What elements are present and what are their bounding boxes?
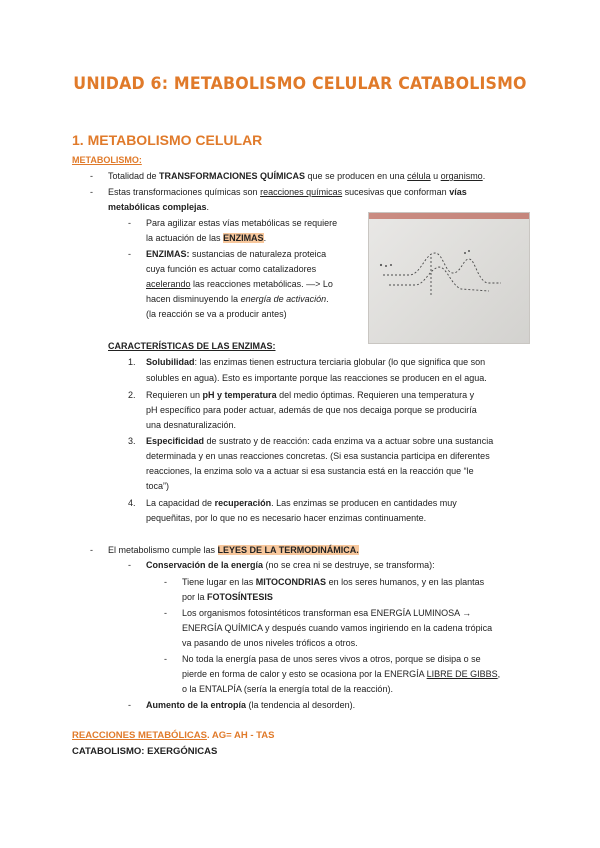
- numbered-item-text: La capacidad de recuperación. Las enzimas se producen en cantidades muy: [146, 498, 457, 508]
- sub-list-item-text: Aumento de la entropía (la tendencia al desorden).: [146, 700, 356, 710]
- sub-list-item-text: Para agilizar estas vías metabólicas se requiere: [146, 218, 338, 228]
- numbered-item-text: Solubilidad: las enzimas tienen estructura terciaria globular (lo que significa que son: [146, 357, 486, 367]
- numbered-item: 1.: [128, 357, 136, 367]
- sub-list-item-text: (la reacción se va a producir antes): [146, 309, 287, 319]
- sub-list-item-text: ENZIMAS: sustancias de naturaleza proteica: [146, 249, 327, 259]
- numbered-item-text: pequeñitas, por lo que no es necesario hacer enzimas continuamente.: [146, 513, 427, 523]
- sub-list-item-text: Conservación de la energía (no se crea ni se destruye, se transforma):: [146, 560, 435, 570]
- list-item: -: [90, 171, 93, 181]
- numbered-item-text: pH específico para poder actuar, además de que nos decaiga porque se produciría: [146, 405, 477, 415]
- list-item: -: [90, 187, 93, 197]
- numbered-item-text: Especificidad de sustrato y de reacción: cada enzima va a actuar sobre una sustancia: [146, 436, 494, 446]
- numbered-item-text: reacciones, la enzima solo va a actuar si esa sustancia está en la reacción que “le: [146, 466, 474, 476]
- sub-sub-list-item-text: ENERGÍA QUÍMICA y después cuando vamos ingiriendo en la cadena trópica: [182, 623, 493, 633]
- sub-sub-list-item-text: pierde en forma de calor y esto se ocasiona por la ENERGÍA LIBRE DE GIBBS,: [182, 669, 501, 679]
- list-item-text: Estas transformaciones químicas son reacciones químicas sucesivas que conforman vías: [108, 187, 467, 197]
- numbered-item: 3.: [128, 436, 136, 446]
- sub-list-item-text: cuya función es actuar como catalizadores: [146, 264, 317, 274]
- list-item: -: [90, 545, 93, 555]
- list-item-text: El metabolismo cumple las LEYES DE LA TERMODINÁMICA.: [108, 545, 359, 555]
- reacciones-heading: REACCIONES METABÓLICAS. AG= AH - TAS: [72, 730, 275, 741]
- metabolismo-label: METABOLISMO:: [72, 155, 142, 165]
- list-item-text: metabólicas complejas.: [108, 202, 210, 212]
- sub-sub-list-item-text: va pasando de unos niveles tróficos a otros.: [182, 638, 358, 648]
- energy-curve-sketch-icon: [369, 213, 529, 343]
- list-item-text: Totalidad de TRANSFORMACIONES QUÍMICAS que se producen en una célula u organismo.: [108, 171, 486, 181]
- sub-sub-list-item-text: o la ENTALPÍA (sería la energía total de la reacción).: [182, 684, 393, 694]
- numbered-item-text: determinada y en unas reacciones concretas. (Si esa sustancia participa en diferentes: [146, 451, 490, 461]
- sub-list-item: -: [128, 700, 131, 710]
- numbered-item-text: toca”): [146, 481, 170, 491]
- section-heading: 1. METABOLISMO CELULAR: [72, 132, 263, 148]
- numbered-item: 4.: [128, 498, 136, 508]
- page-title: UNIDAD 6: METABOLISMO CELULAR CATABOLISMO: [73, 74, 527, 94]
- sub-list-item: -: [128, 560, 131, 570]
- whiteboard-photo: [368, 212, 530, 344]
- sub-sub-list-item: -: [164, 577, 167, 587]
- caracteristicas-heading: CARACTERÍSTICAS DE LAS ENZIMAS:: [108, 341, 276, 351]
- sub-sub-list-item-text: por la FOTOSÍNTESIS: [182, 592, 273, 602]
- sub-sub-list-item: -: [164, 608, 167, 618]
- sub-sub-list-item-text: Los organismos fotosintéticos transforman esa ENERGÍA LUMINOSA →: [182, 608, 472, 618]
- sub-list-item-text: la actuación de las ENZIMAS.: [146, 233, 267, 243]
- numbered-item-text: Requieren un pH y temperatura del medio óptimas. Requieren una temperatura y: [146, 390, 475, 400]
- numbered-item-text: solubles en agua). Esto es importante porque las reacciones se producen en el agua.: [146, 373, 487, 383]
- sub-list-item-text: hacen disminuyendo la energía de activación.: [146, 294, 329, 304]
- sub-sub-list-item-text: Tiene lugar en las MITOCONDRIAS en los seres humanos, y en las plantas: [182, 577, 485, 587]
- numbered-item-text: una desnaturalización.: [146, 420, 237, 430]
- sub-list-item: -: [128, 218, 131, 228]
- sub-sub-list-item-text: No toda la energía pasa de unos seres vivos a otros, porque se disipa o se: [182, 654, 481, 664]
- numbered-item: 2.: [128, 390, 136, 400]
- sub-list-item: -: [128, 249, 131, 259]
- catabolismo-heading: CATABOLISMO: EXERGÓNICAS: [72, 746, 218, 757]
- sub-list-item-text: acelerando las reacciones metabólicas. —> Lo: [146, 279, 333, 289]
- sub-sub-list-item: -: [164, 654, 167, 664]
